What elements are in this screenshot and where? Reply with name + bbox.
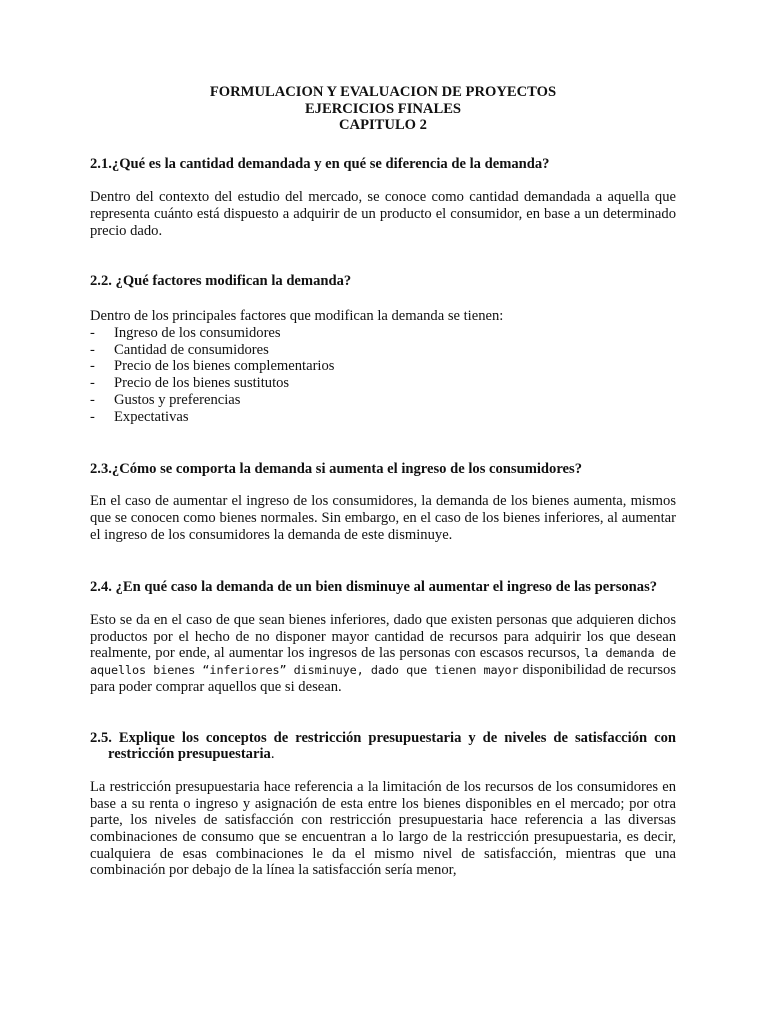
list-item: - Cantidad de consumidores xyxy=(90,341,269,358)
answer-2-4: Esto se da en el caso de que sean bienes inferiores, dado que existen personas que adquieren dichos productos por el hecho de no disponer mayor cantidad de recursos para adquirir los que desean realmente, por ende, al aumentar los ingresos de las personas con escasos recursos, la demanda de aquellos bienes “inferiores” disminuye, dado que tienen mayor disponibilidad de recursos para poder comprar aquellos que si desean. xyxy=(90,612,677,695)
list-item: - Expectativas xyxy=(90,408,189,425)
exercise-set-title: EJERCICIOS FINALES xyxy=(304,100,462,117)
question-2-4: 2.4. ¿En qué caso la demanda de un bien disminuye al aumentar el ingreso de las personas? xyxy=(90,579,658,596)
factors-list xyxy=(90,325,676,426)
dash-marker: - xyxy=(90,324,95,341)
list-item: - Gustos y preferencias xyxy=(90,391,241,408)
list-item: - Precio de los bienes sustitutos xyxy=(90,375,290,392)
dash-marker: - xyxy=(90,358,95,375)
dash-marker: - xyxy=(90,408,95,425)
answer-2-4-monospace-run: la demanda de aquellos bienes “inferiores” disminuye, dado que tienen mayor xyxy=(90,646,677,678)
document-title-block xyxy=(90,84,676,134)
list-item: - Precio de los bienes complementarios xyxy=(90,358,335,375)
question-2-3: 2.3.¿Cómo se comporta la demanda si aumenta el ingreso de los consumidores? xyxy=(90,460,582,477)
dash-marker: - xyxy=(90,375,95,392)
dash-marker: - xyxy=(90,341,95,358)
answer-2-3: En el caso de aumentar el ingreso de los consumidores, la demanda de los bienes aumenta, mismos que se conocen como bienes normales. Sin embargo, en el caso de los bienes inferiores, al aumentar el ingreso de los consumidores la demanda de este disminuye. xyxy=(90,493,676,543)
answer-2-2-intro: Dentro de los principales factores que modifican la demanda se tienen: xyxy=(90,308,504,325)
list-item: - Ingreso de los consumidores xyxy=(90,324,281,341)
chapter-title: CAPITULO 2 xyxy=(339,117,427,133)
course-title: FORMULACION Y EVALUACION DE PROYECTOS xyxy=(209,84,557,100)
question-2-1: 2.1.¿Qué es la cantidad demandada y en qué se diferencia de la demanda? xyxy=(90,155,550,172)
question-2-2: 2.2. ¿Qué factores modifican la demanda? xyxy=(90,273,352,290)
answer-2-5: La restricción presupuestaria hace referencia a la limitación de los recursos de los consumidores en base a su renta o ingreso y asignación de esta entre los bienes disponibles en el mercado; por otra parte, los niveles de satisfacción con restricción presupuestaria hace referencia a las diversas combinaciones de consumo que se encuentran a lo largo de la restricción presupuestaria, es decir, cualquiera de esas combinaciones le da el mismo nivel de satisfacción, mientras que una combinación por debajo de la línea la satisfacción sería menor, xyxy=(90,778,676,879)
dash-marker: - xyxy=(90,391,95,408)
answer-2-1: Dentro del contexto del estudio del mercado, se conoce como cantidad demandada a aquella que representa cuánto está dispuesto a adquirir de un producto el consumidor, en base a un determinado precio dado. xyxy=(90,189,676,239)
question-2-5: 2.5. Explique los conceptos de restricción presupuestaria y de niveles de satisfacción con restricción presupuestaria. xyxy=(90,729,676,763)
document-page xyxy=(90,84,676,879)
